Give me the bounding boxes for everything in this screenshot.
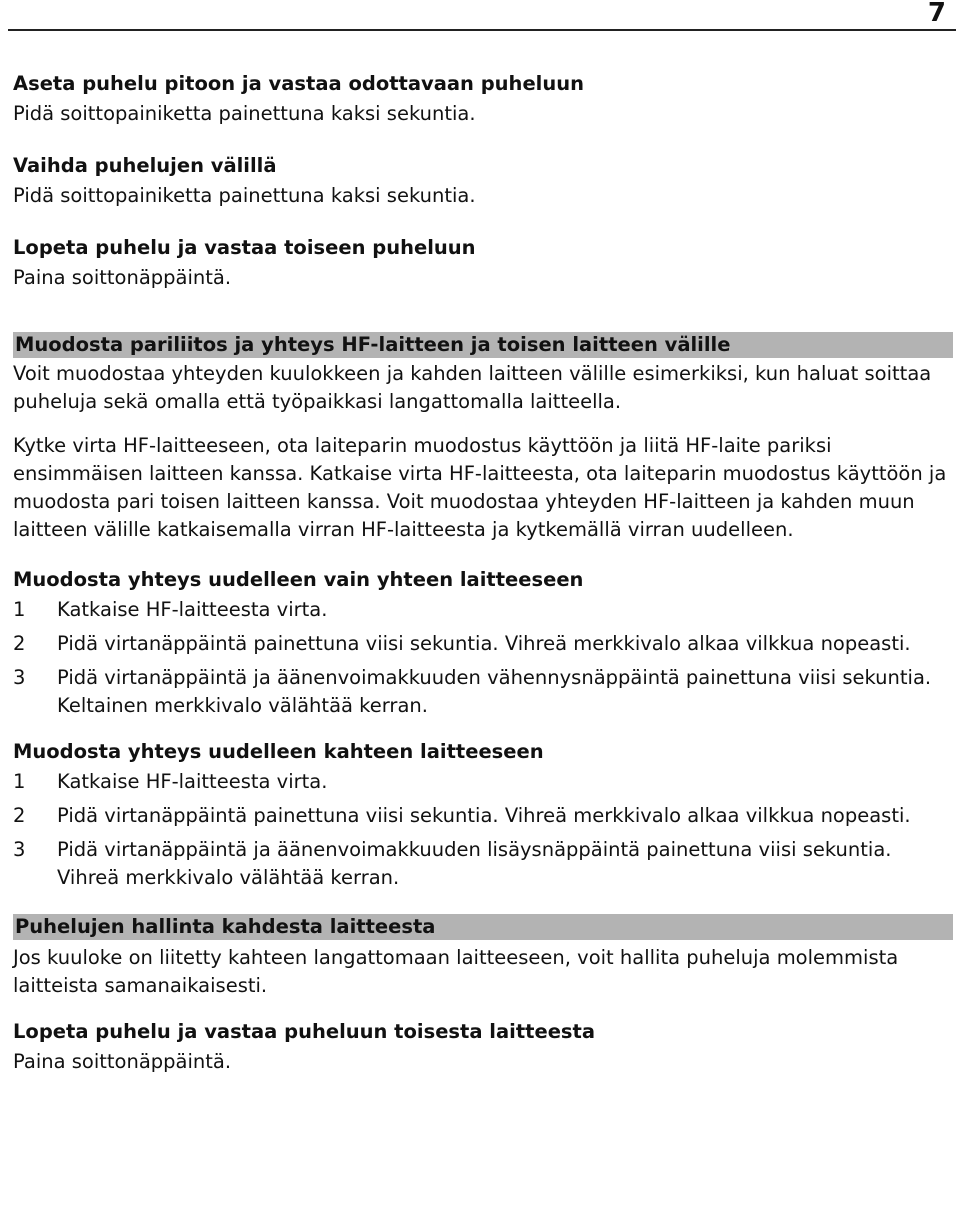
step-number: 2	[13, 632, 26, 655]
step-number: 3	[13, 838, 26, 861]
pairing-heading: Muodosta pariliitos ja yhteys HF-laitteen ja toisen laitteen välille	[13, 332, 953, 358]
pairing-instructions: Kytke virta HF-laitteeseen, ota laiteparin muodostus käyttöön ja liitä HF-laite pariksi ensimmäisen laitteen kanssa. Katkaise virta HF-laitteesta, ota laiteparin muodostus käyttöön ja muodosta pari toisen laitteen kanssa. Voit muodostaa yhteyden HF-laitteen ja kahden muun laitteen välille katkaisemalla virran HF-laitteesta ja kytkemällä virran uudelleen.	[13, 434, 947, 541]
header-rule	[8, 29, 956, 31]
end-answer-other-section	[13, 1016, 953, 1076]
end-answer-text: Paina soittonäppäintä.	[13, 266, 232, 289]
pairing-section	[13, 332, 953, 544]
list-item	[13, 664, 953, 720]
page-content	[13, 68, 953, 1076]
pairing-intro: Voit muodostaa yhteyden kuulokkeen ja kahden laitteen välille esimerkiksi, kun haluat soittaa puheluja sekä omalla että työpaikkasi langattomalla laitteella.	[13, 362, 932, 413]
list-item	[13, 836, 953, 892]
reconnect-two-heading: Muodosta yhteys uudelleen kahteen laitteeseen	[13, 740, 544, 763]
end-answer-other-text: Paina soittonäppäintä.	[13, 1050, 232, 1073]
list-item	[13, 630, 953, 658]
reconnect-two-steps	[13, 768, 953, 892]
switch-calls-text: Pidä soittopainiketta painettuna kaksi sekuntia.	[13, 184, 476, 207]
step-number: 3	[13, 666, 26, 689]
step-text: Katkaise HF-laitteesta virta.	[57, 598, 328, 621]
hold-call-text: Pidä soittopainiketta painettuna kaksi sekuntia.	[13, 102, 476, 125]
two-devices-section	[13, 914, 953, 1000]
list-item	[13, 596, 953, 624]
reconnect-one-steps	[13, 596, 953, 720]
step-text: Pidä virtanäppäintä ja äänenvoimakkuuden vähennysnäppäintä painettuna viisi sekuntia. Keltainen merkkivalo välähtää kerran.	[57, 666, 932, 717]
switch-calls-section	[13, 150, 953, 210]
two-devices-text: Jos kuuloke on liitetty kahteen langattomaan laitteeseen, voit hallita puheluja molemmista laitteista samanaikaisesti.	[13, 946, 899, 997]
reconnect-two-section	[13, 736, 953, 892]
step-text: Pidä virtanäppäintä ja äänenvoimakkuuden lisäysnäppäintä painettuna viisi sekuntia. Vihreä merkkivalo välähtää kerran.	[57, 838, 892, 889]
step-text: Pidä virtanäppäintä painettuna viisi sekuntia. Vihreä merkkivalo alkaa vilkkua nopeasti.	[57, 632, 911, 655]
page-number: 7	[927, 0, 946, 28]
step-number: 2	[13, 804, 26, 827]
step-text: Pidä virtanäppäintä painettuna viisi sekuntia. Vihreä merkkivalo alkaa vilkkua nopeasti.	[57, 804, 911, 827]
end-answer-section	[13, 232, 953, 292]
hold-call-heading: Aseta puhelu pitoon ja vastaa odottavaan puheluun	[13, 72, 584, 95]
step-text: Katkaise HF-laitteesta virta.	[57, 770, 328, 793]
end-answer-other-heading: Lopeta puhelu ja vastaa puheluun toisesta laitteesta	[13, 1020, 596, 1043]
step-number: 1	[13, 598, 26, 621]
step-number: 1	[13, 770, 26, 793]
list-item	[13, 768, 953, 796]
reconnect-one-heading: Muodosta yhteys uudelleen vain yhteen laitteeseen	[13, 568, 584, 591]
switch-calls-heading: Vaihda puhelujen välillä	[13, 154, 277, 177]
end-answer-heading: Lopeta puhelu ja vastaa toiseen puheluun	[13, 236, 476, 259]
two-devices-heading: Puhelujen hallinta kahdesta laitteesta	[13, 914, 953, 940]
hold-call-section	[13, 68, 953, 128]
list-item	[13, 802, 953, 830]
reconnect-one-section	[13, 564, 953, 720]
